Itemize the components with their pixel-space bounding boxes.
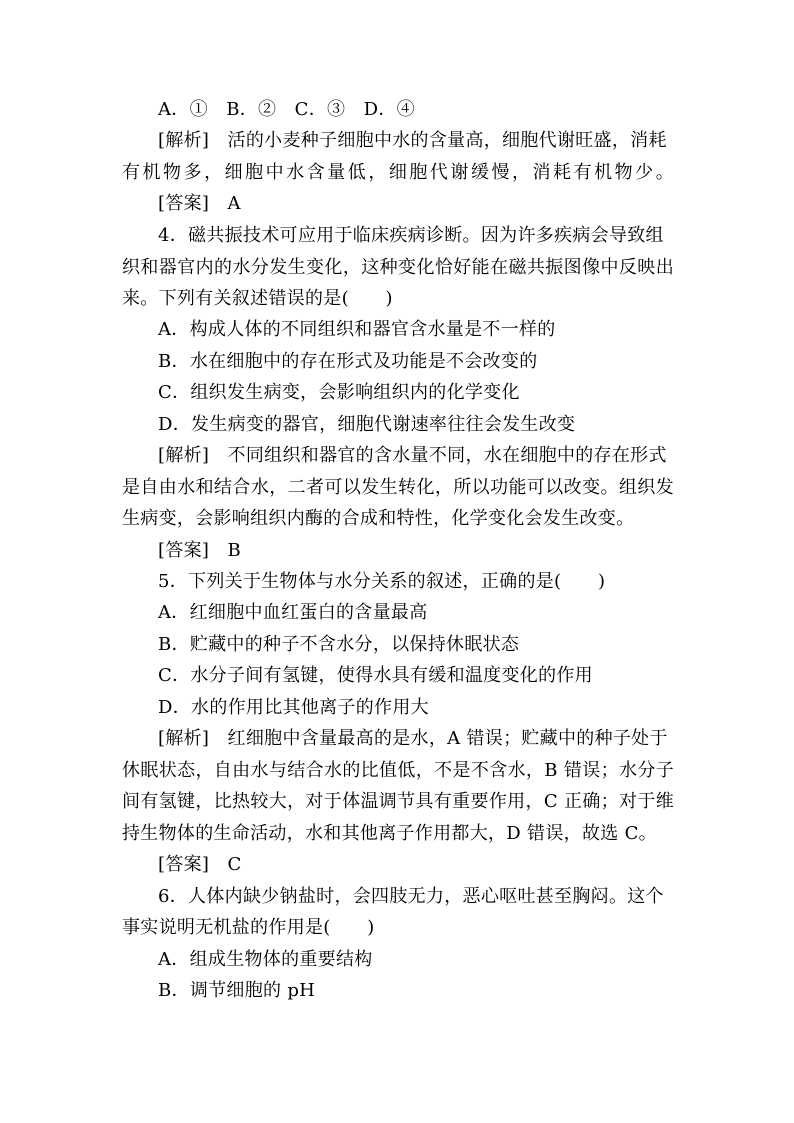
option-d: D．水的作用比其他离子的作用大: [158, 697, 429, 718]
option-c: C．组织发生病变，会影响组织内的化学变化: [158, 382, 520, 403]
analysis-line: 是自由水和结合水，二者可以发生转化，所以功能可以改变。组织发: [122, 477, 674, 498]
analysis-line: 持生物体的生命活动，水和其他离子作用都大，D 错误，故选 C。: [122, 823, 657, 844]
analysis-line: 有机物多，细胞中水含量低，细胞代谢缓慢，消耗有机物少。: [122, 162, 674, 183]
analysis-line: 生病变，会影响组织内酶的合成和特性，化学变化会发生改变。: [122, 508, 635, 529]
option-d: D．发生病变的器官，细胞代谢速率往往会发生改变: [158, 414, 576, 435]
option-c: C．水分子间有氢键，使得水具有缓和温度变化的作用: [158, 665, 593, 686]
analysis-line: 休眠状态，自由水与结合水的比值低，不是不含水，B 错误；水分子: [122, 760, 674, 781]
analysis-line: [解析] 红细胞中含量最高的是水，A 错误；贮藏中的种子处于: [158, 728, 668, 749]
option-a: A．构成人体的不同组织和器官含水量是不一样的: [158, 319, 556, 340]
answer-line: [答案] A: [158, 193, 241, 214]
answer-line: [答案] B: [158, 540, 242, 561]
option-b: B．水在细胞中的存在形式及功能是不会改变的: [158, 351, 538, 372]
question-6-line: 事实说明无机盐的作用是( ): [122, 917, 375, 938]
analysis-line: [解析] 不同组织和器官的含水量不同，水在细胞中的存在形式: [158, 445, 667, 466]
question-6-line: 6．人体内缺少钠盐时，会四肢无力，恶心呕吐甚至胸闷。这个: [158, 886, 664, 907]
option-b: B．调节细胞的 pH: [158, 980, 316, 1001]
question-4-line: 织和器官内的水分发生变化，这种变化恰好能在磁共振图像中反映出: [122, 257, 674, 278]
analysis-line: 间有氢键，比热较大，对于体温调节具有重要作用，C 正确；对于维: [122, 791, 674, 812]
answer-line: [答案] C: [158, 854, 242, 875]
analysis-line: [解析] 活的小麦种子细胞中水的含量高，细胞代谢旺盛，消耗: [158, 130, 667, 151]
question-4-line: 4．磁共振技术可应用于临床疾病诊断。因为许多疾病会导致组: [158, 225, 664, 246]
option-b: B．贮藏中的种子不含水分，以保持休眠状态: [158, 634, 520, 655]
option-a: A．红细胞中血红蛋白的含量最高: [158, 602, 428, 623]
question-4-line: 来。下列有关叙述错误的是( ): [122, 288, 393, 309]
option-line: A．① B．② C．③ D．④: [158, 99, 415, 120]
question-5-line: 5．下列关于生物体与水分关系的叙述，正确的是( ): [158, 571, 606, 592]
option-a: A．组成生物体的重要结构: [158, 949, 373, 970]
